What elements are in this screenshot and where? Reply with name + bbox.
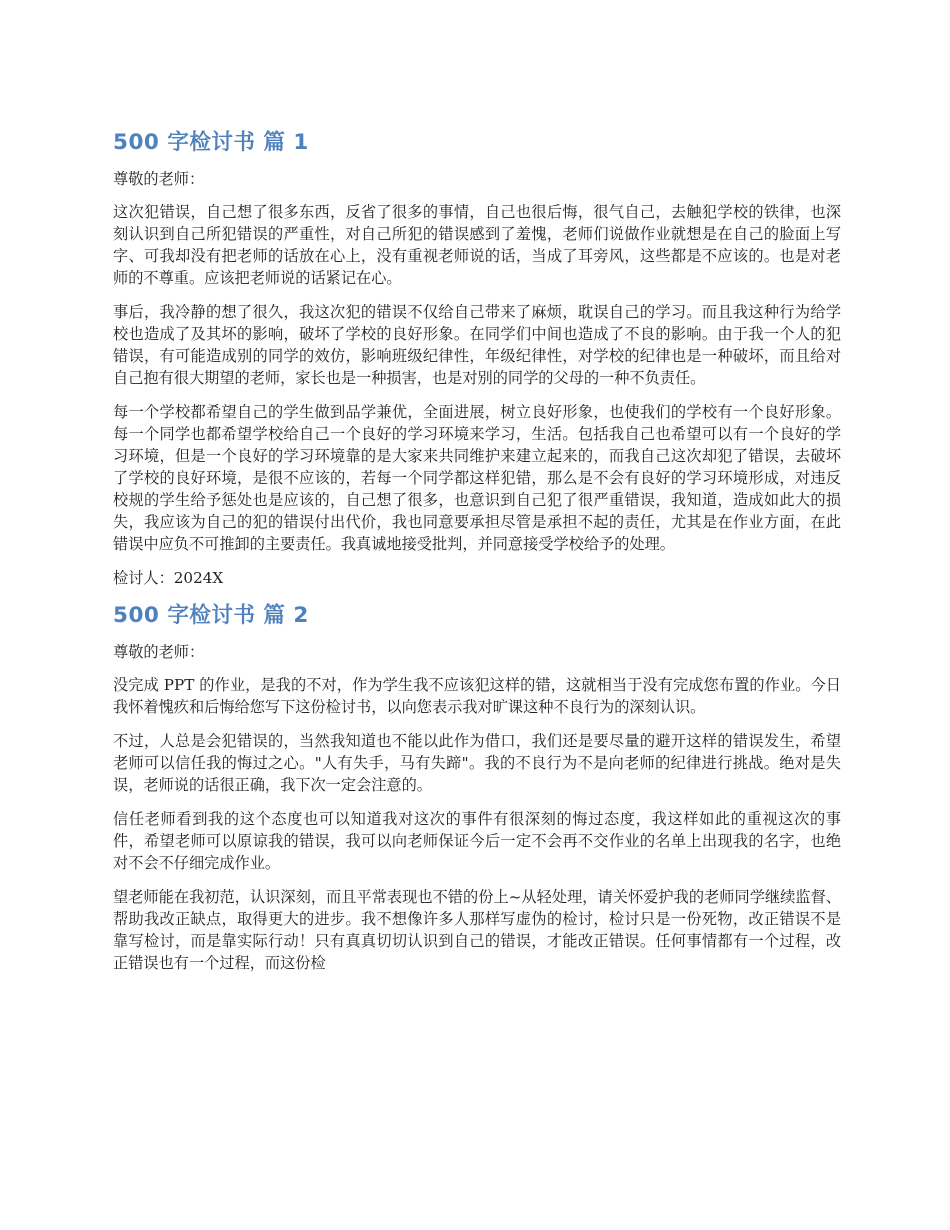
body-paragraph: 每一个学校都希望自己的学生做到品学兼优，全面进展，树立良好形象，也使我们的学校有一个良好形象。每一个同学也都希望学校给自己一个良好的学习环境来学习，生活。包括我自己也希望可以有一个良好的学习环境，但是一个良好的学习环境靠的是大家来共同维护来建立起来的，而我自己这次却犯了错误，去破坏了学校的良好环境，是很不应该的，若每一个同学都这样犯错，那么是不会有良好的学习环境形成，对违反校规的学生给予惩处也是应该的，自己想了很多，也意识到自己犯了很严重错误，我知道，造成如此大的损失，我应该为自己的犯的错误付出代价，我也同意要承担尽管是承担不起的责任，尤其是在作业方面，在此错误中应负不可推卸的主要责任。我真诚地接受批判，并同意接受学校给予的处理。 [113,403,841,553]
signature-line: 检讨人：2024X [113,569,224,587]
document-page [113,127,841,986]
section-title: 500 字检讨书 篇 1 [113,130,309,155]
section-title: 500 字检讨书 篇 2 [113,603,309,628]
salutation: 尊敬的老师： [113,643,205,661]
body-paragraph: 这次犯错误，自己想了很多东西，反省了很多的事情，自己也很后悔，很气自己，去触犯学校的铁律，也深刻认识到自己所犯错误的严重性，对自己所犯的错误感到了羞愧，老师们说做作业就想是在自己的脸面上写字、可我却没有把老师的话放在心上，没有重视老师说的话，当成了耳旁风，这些都是不应该的。也是对老师的不尊重。应该把老师说的话紧记在心。 [113,203,841,287]
body-paragraph: 信任老师看到我的这个态度也可以知道我对这次的事件有很深刻的悔过态度，我这样如此的重视这次的事件，希望老师可以原谅我的错误，我可以向老师保证今后一定不会再不交作业的名单上出现我的名字，也绝对不会不仔细完成作业。 [113,810,841,872]
body-paragraph: 事后，我冷静的想了很久，我这次犯的错误不仅给自己带来了麻烦，耽误自己的学习。而且我这种行为给学校也造成了及其坏的影响，破坏了学校的良好形象。在同学们中间也造成了不良的影响。由于我一个人的犯错误，有可能造成别的同学的效仿，影响班级纪律性，年级纪律性，对学校的纪律也是一种破坏，而且给对自己抱有很大期望的老师，家长也是一种损害，也是对别的同学的父母的一种不负责任。 [113,303,841,387]
body-paragraph: 没完成 PPT 的作业，是我的不对，作为学生我不应该犯这样的错，这就相当于没有完成您布置的作业。今日我怀着愧疚和后悔给您写下这份检讨书，以向您表示我对旷课这种不良行为的深刻认识。 [113,676,841,716]
body-paragraph: 不过，人总是会犯错误的，当然我知道也不能以此作为借口，我们还是要尽量的避开这样的错误发生，希望老师可以信任我的悔过之心。"人有失手，马有失蹄"。我的不良行为不是向老师的纪律进行挑战。绝对是失误，老师说的话很正确，我下次一定会注意的。 [113,732,841,794]
body-paragraph: 望老师能在我初范，认识深刻，而且平常表现也不错的份上~从轻处理，请关怀爱护我的老师同学继续监督、帮助我改正缺点，取得更大的进步。我不想像许多人那样写虚伪的检讨，检讨只是一份死物，改正错误不是靠写检讨，而是靠实际行动！只有真真切切认识到自己的错误，才能改正错误。任何事情都有一个过程，改正错误也有一个过程，而这份检 [113,888,841,972]
salutation: 尊敬的老师： [113,170,205,188]
